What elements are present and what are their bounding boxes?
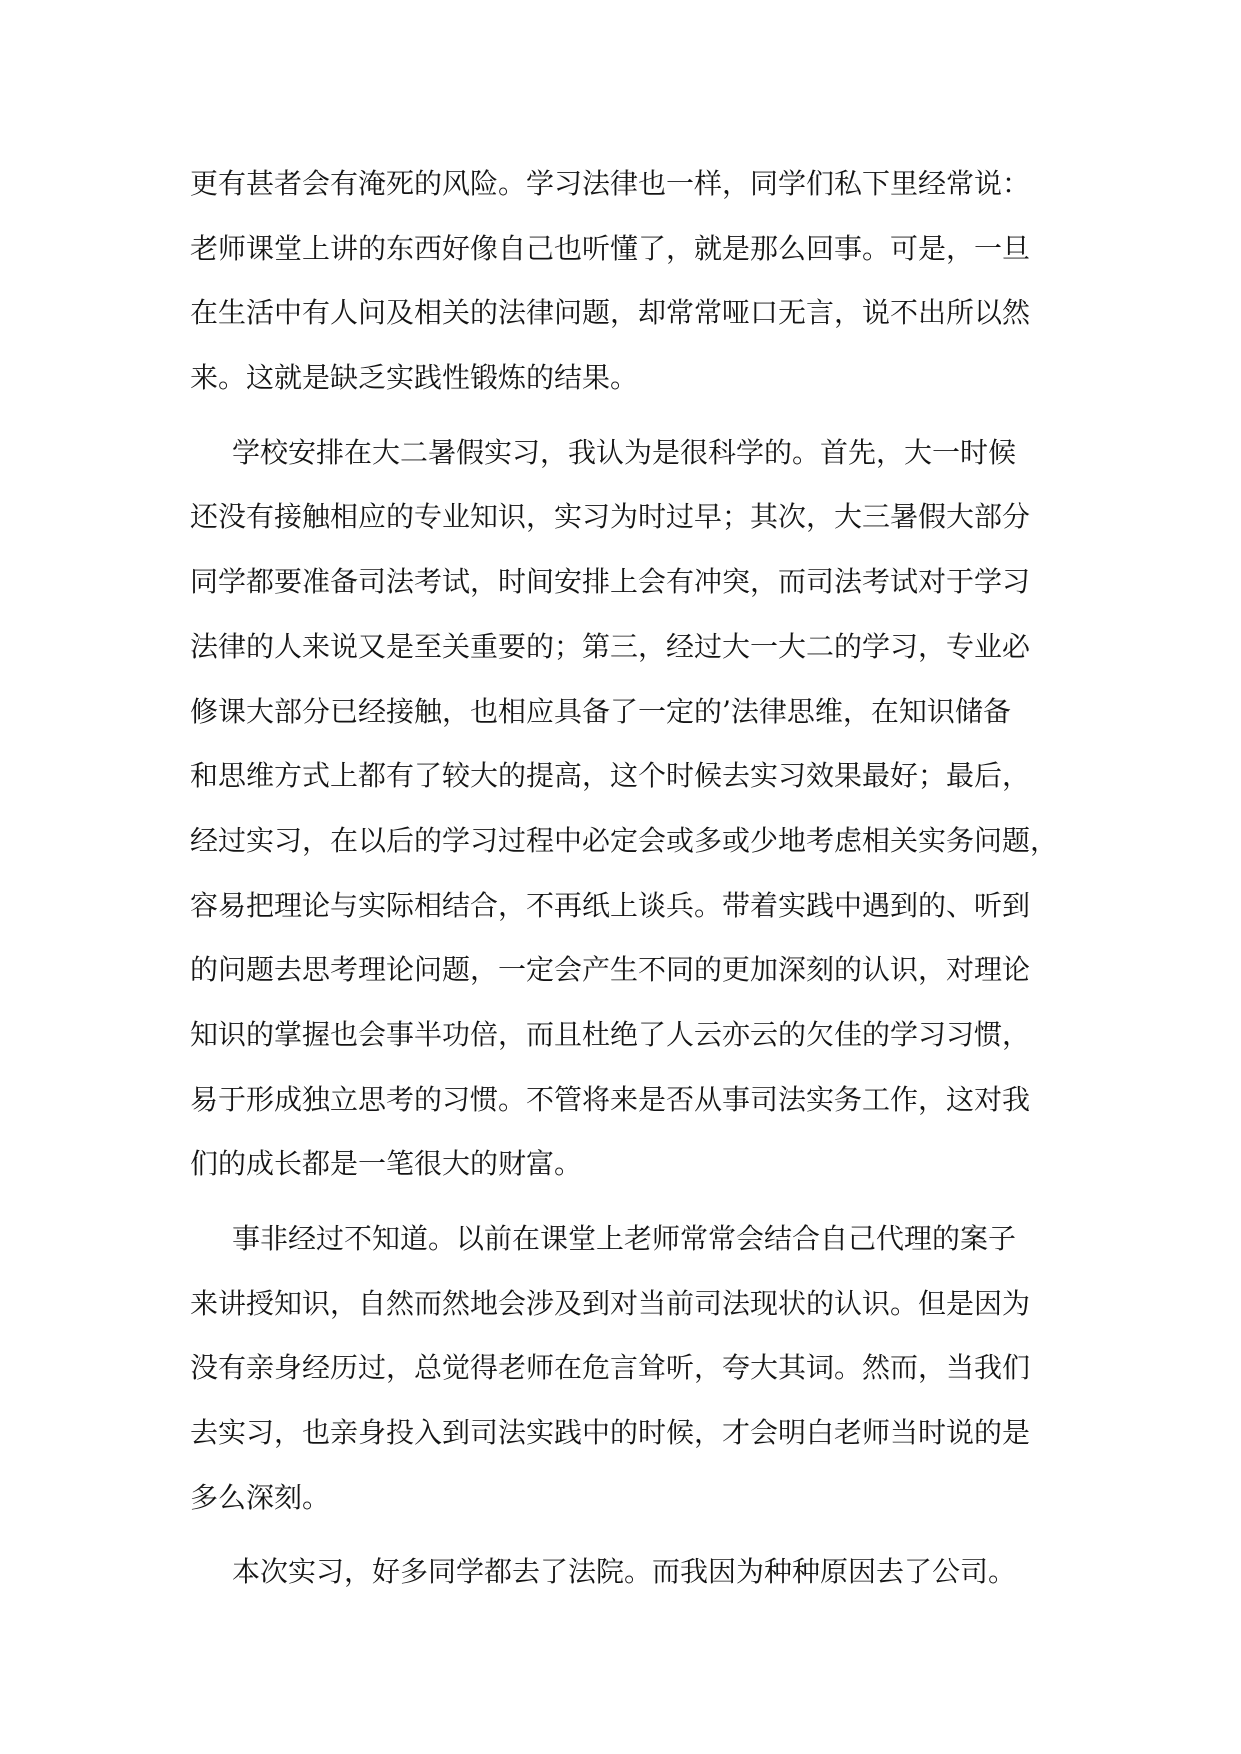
- text-line: 们的成长都是一笔很大的财富。: [190, 1147, 583, 1181]
- text-line: 去实习，也亲身投入到司法实践中的时候，才会明白老师当时说的是: [190, 1416, 1031, 1450]
- text-line: 经过实习，在以后的学习过程中必定会或多或少地考虑相关实务问题，: [190, 823, 1059, 857]
- paragraph: [190, 1540, 1070, 1605]
- text-line: 的问题去思考理论问题，一定会产生不同的更加深刻的认识，对理论: [190, 953, 1031, 987]
- text-line: 来。这就是缺乏实践性锻炼的结果。: [190, 361, 639, 395]
- text-line: 本次实习，好多同学都去了法院。而我因为种种原因去了公司。: [232, 1555, 1017, 1589]
- text-line: 在生活中有人问及相关的法律问题，却常常哑口无言，说不出所以然: [190, 296, 1031, 330]
- text-line: 来讲授知识，自然而然地会涉及到对当前司法现状的认识。但是因为: [190, 1286, 1031, 1320]
- text-line: 和思维方式上都有了较大的提高，这个时候去实习效果最好；最后，: [190, 759, 1031, 793]
- text-line: 多么深刻。: [190, 1480, 331, 1514]
- text-line: 容易把理论与实际相结合，不再纸上谈兵。带着实践中遇到的、听到: [190, 888, 1031, 922]
- text-line: 同学都要准备司法考试，时间安排上会有冲突，而司法考试对于学习: [190, 565, 1031, 599]
- text-line: 事非经过不知道。以前在课堂上老师常常会结合自己代理的案子: [232, 1222, 1017, 1255]
- text-line: 没有亲身经历过，总觉得老师在危言耸听，夸大其词。然而，当我们: [190, 1351, 1031, 1385]
- paragraph: [190, 421, 1070, 1197]
- paragraph: [190, 152, 1070, 411]
- text-line: 易于形成独立思考的习惯。不管将来是否从事司法实务工作，这对我: [190, 1082, 1031, 1116]
- text-line: 学校安排在大二暑假实习，我认为是很科学的。首先，大一时候: [232, 435, 1017, 469]
- text-line: 法律的人来说又是至关重要的；第三，经过大一大二的学习，专业必: [190, 629, 1031, 663]
- text-line: 知识的掌握也会事半功倍，而且杜绝了人云亦云的欠佳的学习习惯，: [190, 1017, 1031, 1051]
- text-line: 还没有接触相应的专业知识，实习为时过早；其次，大三暑假大部分: [190, 500, 1031, 534]
- document-body: [190, 152, 1070, 1605]
- text-line: 更有甚者会有淹死的风险。学习法律也一样，同学们私下里经常说：: [190, 167, 1031, 200]
- text-line: 老师课堂上讲的东西好像自己也听懂了，就是那么回事。可是，一旦: [190, 231, 1031, 265]
- paragraph: [190, 1207, 1070, 1530]
- text-line: 修课大部分已经接触，也相应具备了一定的’法律思维，在知识储备: [190, 694, 1011, 728]
